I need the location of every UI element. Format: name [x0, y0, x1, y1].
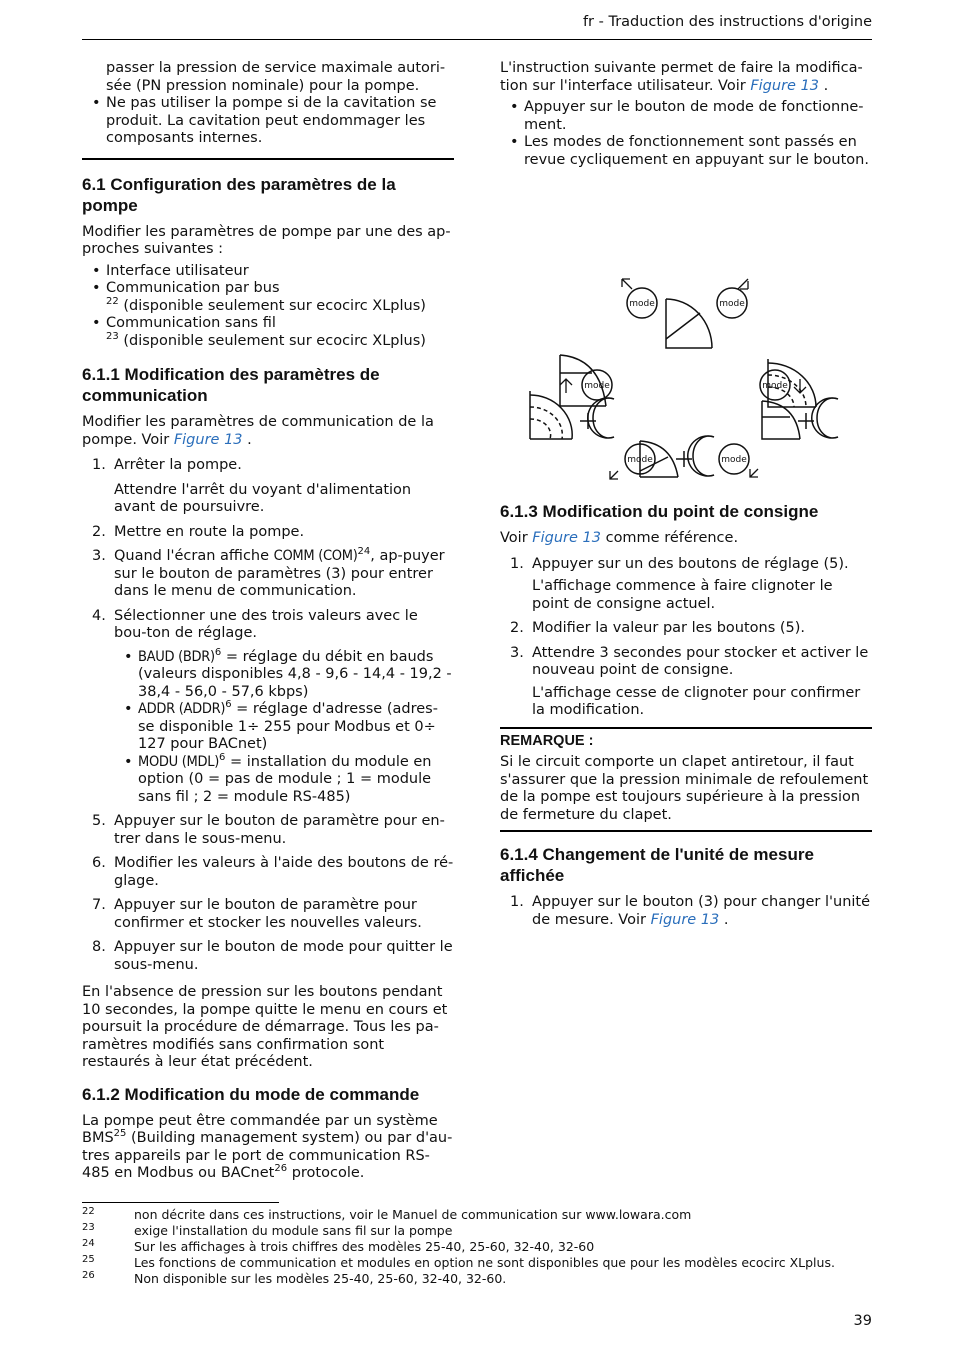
intro-bullet: • Ne pas utiliser la pompe si de la cavitation se produit. La cavitation peut endommager les composants internes. [106, 95, 454, 148]
figure-13-link[interactable]: Figure 13 [532, 530, 601, 546]
step: 2. Modifier la valeur par les boutons (5). [510, 620, 806, 636]
footnote: 25 Les fonctions de communication et modules en option ne sont disponibles que pour les modèles ecocirc XLplus. [82, 1254, 835, 1270]
footnotes [82, 1202, 872, 1287]
mode-cycle-diagram [500, 173, 872, 483]
section-6-1-3-intro: Voir Figure 13 comme référence. [500, 530, 739, 546]
mode-button-label: mode [629, 299, 655, 309]
value-option: • BAUD (BDR)$^6$ = réglage du débit en bauds (valeurs disponibles 4,8 - 9,6 - 14,4 - 19,2 - 38,4 - 56,0 - 57,6 kbps) [138, 649, 454, 702]
mode-button-label: mode [721, 455, 747, 465]
step: 1. Appuyer sur un des boutons de réglage (5). L'affichage commence à faire clignoter le point de consigne actuel. [510, 555, 849, 612]
value-option: • MODU (MDL)$^6$ = installation du module en option (0 = pas de module ; 1 = module sans fil ; 2 = module RS-485) [138, 754, 454, 807]
intro-continuation: passer la pression de service maximale autori-sée (PN pression nominale) pour la pompe. [106, 60, 446, 94]
mode-bullet: • Appuyer sur le bouton de mode de fonctionne-ment. [524, 99, 872, 134]
communication-steps [82, 457, 454, 974]
footnote-ref: 22 [106, 295, 119, 307]
section-6-1-2-text: La pompe peut être commandée par un système BMS$^{25}$ (Building management system) ou par d'au-tres appareils par le port de communication RS-485 en Modbus ou BACnet$^{26}$ protocole. [82, 1112, 453, 1181]
section-6-1-1-title: 6.1.1 Modification des paramètres de communication [82, 365, 380, 405]
approach-item: • Communication sans fil $^{23}$ (disponible seulement sur ecocirc XLplus) [106, 315, 454, 350]
lcd-text: COMM (COM) [273, 548, 358, 564]
constant-night-icon [762, 398, 838, 439]
mode-intro: L'instruction suivante permet de faire la modifica-tion sur l'interface utilisateur. Voir Figure 13 . [500, 60, 863, 94]
step: 3. Quand l'écran affiche COMM (COM)$^{24}$, ap-puyer sur le bouton de paramètres (3) pour entrer dans le menu de communication. [92, 546, 445, 599]
mode-cycle-figure [500, 173, 872, 483]
left-column [82, 60, 454, 1189]
step: 7. Appuyer sur le bouton de paramètre pour confirmer et stocker les nouvelles valeurs. [92, 897, 422, 931]
step: 4. Sélectionner une des trois valeurs avec le bou-ton de réglage. • BAUD (BDR)$^6$ = réglage du débit en bauds (valeurs disponibles 4,8 - 9,6 - 14,4 - 19,2 - 38,4 - 56,0 - 57,6 kbps) • ADDR (ADDR)$^6$ = réglage d'adresse (adres-se disponible 1÷ 255 pour Modbus et 0÷ 127 pour BACnet) • MODU (MDL)$^6$ = installation du module en option (0 = pas de module ; 1 = module sans fil ; 2 = module RS-485) [114, 608, 454, 807]
section-rule [82, 158, 454, 160]
figure-13-link[interactable]: Figure 13 [750, 77, 820, 94]
arrow-icon [560, 279, 806, 479]
approach-item: • Interface utilisateur [106, 263, 454, 281]
note-title: REMARQUE : [500, 732, 594, 749]
step: 8. Appuyer sur le bouton de mode pour quitter le sous-menu. [92, 939, 453, 973]
value-option: • ADDR (ADDR)$^6$ = réglage d'adresse (adres-se disponible 1÷ 255 pour Modbus et 0÷ 127 pour BACnet) [138, 701, 454, 754]
section-6-1-title: 6.1 Configuration des paramètres de la pompe [82, 174, 396, 215]
approach-item: • Communication par bus $^{22}$ (disponible seulement sur ecocirc XLplus) [106, 280, 454, 315]
mode-bullet: • Les modes de fonctionnement sont passés en revue cycliquement en appuyant sur le bouton. [524, 134, 872, 169]
footnote-ref: 23 [106, 330, 119, 342]
mode-button-label: mode [719, 299, 745, 309]
footnote: 22 non décrite dans ces instructions, voir le Manuel de communication sur www.lowara.com [82, 1206, 692, 1222]
right-column [500, 60, 872, 936]
footnote-rule [82, 1202, 279, 1203]
footnote: 26 Non disponible sur les modèles 25-40, 25-60, 32-40, 32-60. [82, 1270, 507, 1286]
footnote: 23 exige l'installation du module sans fil sur la pompe [82, 1222, 453, 1238]
figure-13-link[interactable]: Figure 13 [173, 431, 243, 448]
step: 2. Mettre en route la pompe. [92, 523, 305, 540]
section-6-1-2-title: 6.1.2 Modification du mode de commande [82, 1084, 420, 1104]
page-header [82, 14, 872, 40]
step: 6. Modifier les valeurs à l'aide des boutons de ré-glage. [92, 855, 454, 889]
section-6-1-1-intro: Modifier les paramètres de communication de la pompe. Voir Figure 13 . [82, 414, 434, 448]
footnote: 24 Sur les affichages à trois chiffres des modèles 25-40, 25-60, 32-40, 32-60 [82, 1238, 595, 1254]
header-title: fr - Traduction des instructions d'origine [582, 14, 872, 30]
mode-button-label: mode [762, 381, 788, 391]
curves-night-icon [530, 391, 614, 439]
section-6-1-4-title: 6.1.4 Changement de l'unité de mesure affichée [500, 845, 814, 885]
step: 5. Appuyer sur le bouton de paramètre pour en-trer dans le sous-menu. [92, 813, 445, 847]
note-text: Si le circuit comporte un clapet antiretour, il faut s'assurer que la pression minimale de refoulement de la pompe est toujours supérieure à la pression de fermeture du clapet. [500, 754, 869, 823]
figure-13-link[interactable]: Figure 13 [650, 911, 720, 928]
setpoint-steps [500, 556, 872, 720]
proportional-pressure-icon [666, 299, 712, 348]
mode-button-label: mode [584, 381, 610, 391]
section-6-1-1-after: En l'absence de pression sur les boutons pendant 10 secondes, la pompe quitte le menu en cours et poursuit la procédure de démarrage. Tous les pa-ramètres modifiés sans confirmation sont restaurés à leur état précédent. [82, 984, 448, 1070]
section-6-1-intro: Modifier les paramètres de pompe par une des ap-proches suivantes : [82, 223, 451, 257]
page-number: 39 [853, 1313, 872, 1329]
section-6-1-3-title: 6.1.3 Modification du point de consigne [500, 502, 819, 521]
note-bottom-rule [500, 830, 872, 832]
step: 1. Appuyer sur le bouton (3) pour changer l'unité de mesure. Voir Figure 13 . [510, 894, 871, 928]
note-top-rule [500, 727, 872, 729]
unit-steps [500, 894, 872, 929]
mode-button-label: mode [627, 455, 653, 465]
step: 1. Arrêter la pompe. Attendre l'arrêt du voyant d'alimentation avant de poursuivre. [92, 457, 412, 515]
step: 3. Attendre 3 secondes pour stocker et activer le nouveau point de consigne. L'affichage cesse de clignoter pour confirmer la modification. [510, 644, 869, 718]
